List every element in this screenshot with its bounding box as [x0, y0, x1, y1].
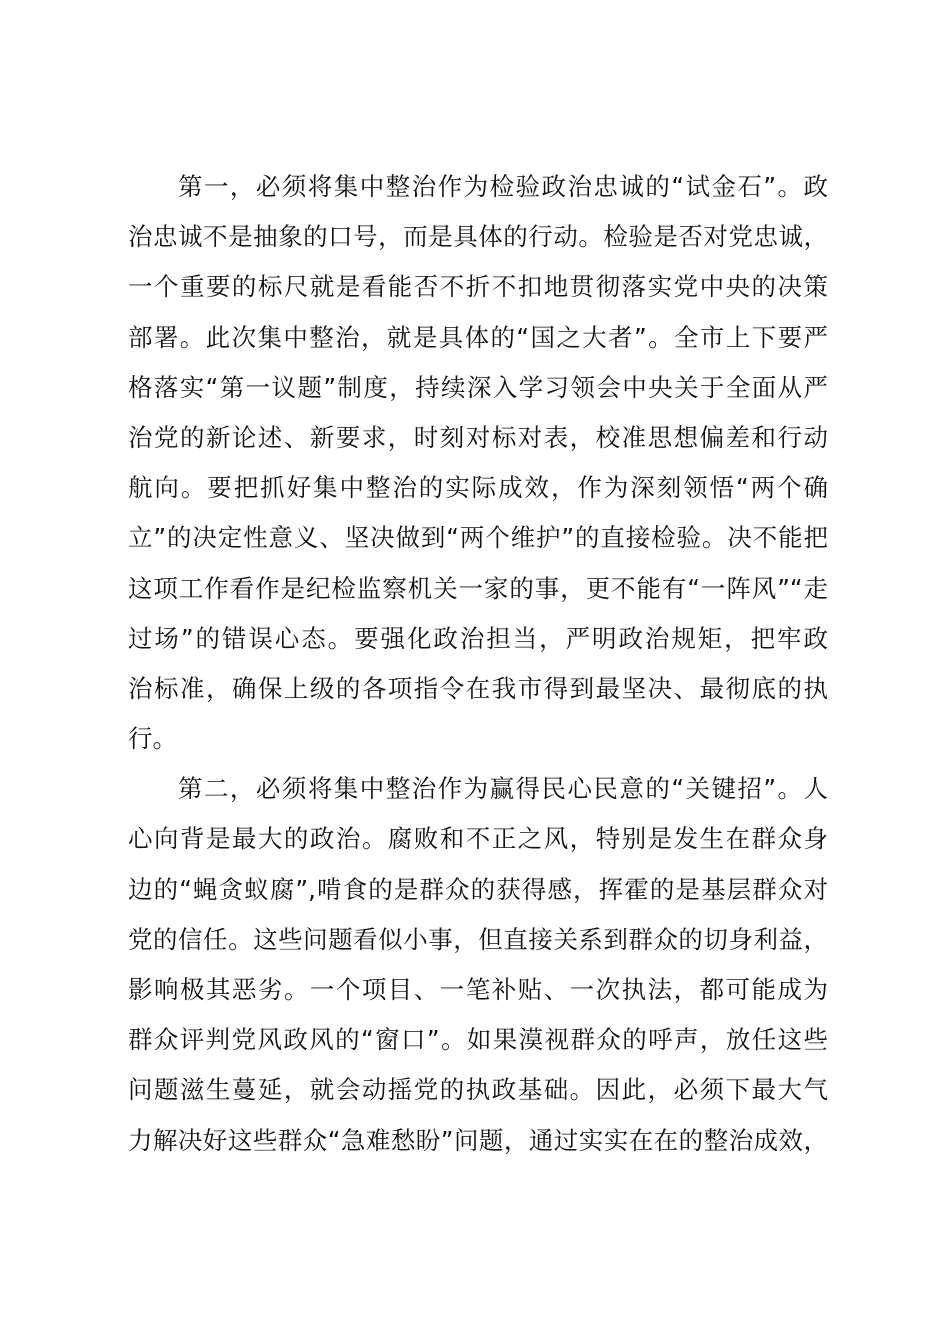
- paragraph-line: 第一，必须将集中整治作为检验政治忠诚的“试金石”。政: [178, 172, 828, 201]
- paragraph-line: 一个重要的标尺就是看能否不折不扣地贯彻落实党中央的决策: [128, 272, 828, 302]
- paragraph-line: 立”的决定性意义、坚决做到“两个维护”的直接检验。决不能把: [128, 523, 828, 553]
- paragraph-line: 影响极其恶劣。一个项目、一笔补贴、一次执法，都可能成为: [128, 975, 828, 1004]
- paragraph-line: 群众评判党风政风的“窗口”。如果漠视群众的呼声，放任这些: [128, 1025, 828, 1055]
- paragraph-line: 航向。要把抓好集中整治的实际成效，作为深刻领悟“两个确: [128, 473, 828, 503]
- paragraph-line: 问题滋生蔓延，就会动摇党的执政基础。因此，必须下最大气: [128, 1075, 828, 1105]
- paragraph-line: 这项工作看作是纪检监察机关一家的事，更不能有“一阵风”“走: [128, 573, 828, 603]
- paragraph-line: 第二，必须将集中整治作为赢得民心民意的“关键招”。人: [178, 774, 828, 804]
- paragraph-line: 治标准，确保上级的各项指令在我市得到最坚决、最彻底的执: [128, 673, 828, 703]
- paragraph-line: 治忠诚不是抽象的口号，而是具体的行动。检验是否对党忠诚，: [128, 222, 828, 252]
- paragraph-line: 过场”的错误心态。要强化政治担当，严明政治规矩，把牢政: [128, 623, 828, 653]
- paragraph-line: 边的“蝇贪蚁腐”,啃食的是群众的获得感，挥霍的是基层群众对: [128, 874, 828, 904]
- paragraph-first: [128, 162, 828, 764]
- paragraph-line: 心向背是最大的政治。腐败和不正之风，特别是发生在群众身: [128, 824, 828, 854]
- document-body: [128, 162, 828, 1166]
- paragraph-line: 力解决好这些群众“急难愁盼”问题，通过实实在在的整治成效，: [128, 1125, 828, 1155]
- paragraph-line: 治党的新论述、新要求，时刻对标对表，校准思想偏差和行动: [128, 422, 828, 452]
- paragraph-line: 格落实“第一议题”制度，持续深入学习领会中央关于全面从严: [128, 372, 828, 402]
- paragraph-line: 党的信任。这些问题看似小事，但直接关系到群众的切身利益，: [128, 924, 828, 954]
- paragraph-line: 部署。此次集中整治，就是具体的“国之大者”。全市上下要严: [128, 322, 828, 352]
- paragraph-line: 行。: [128, 724, 177, 754]
- paragraph-second: [128, 764, 828, 1166]
